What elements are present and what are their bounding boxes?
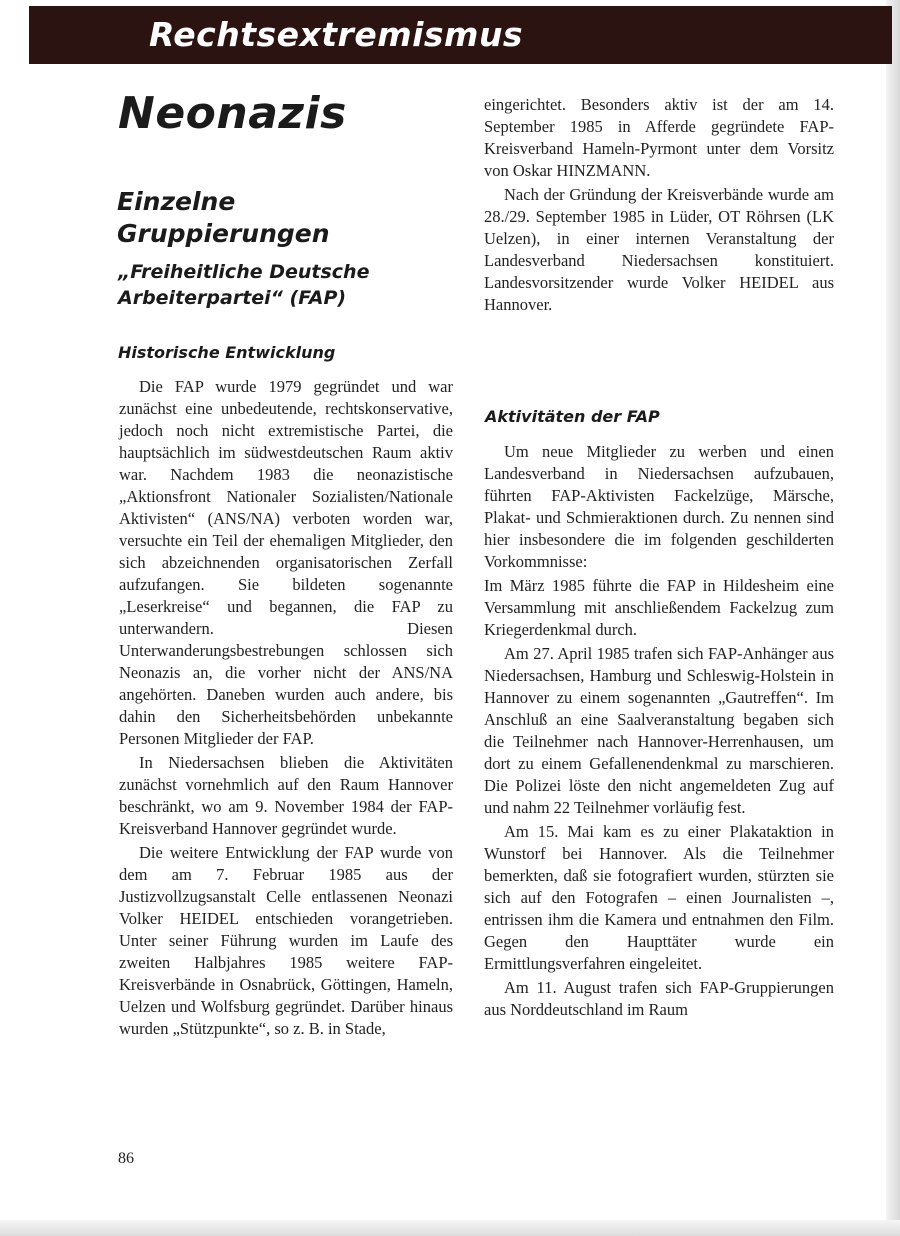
right-text-column-top [484, 94, 834, 316]
sub-heading-line: Gruppierungen [117, 219, 330, 248]
chapter-title: Rechtsextremismus [149, 15, 524, 54]
sub-heading-line: Einzelne [117, 187, 236, 216]
party-heading-line: Arbeiterpartei“ (FAP) [118, 287, 347, 309]
paragraph: Die weitere Entwicklung der FAP wurde von dem am 7. Februar 1985 aus der Justizvollzugsanstalt Celle entlassenen Neonazi Volker HEIDEL entschieden vorangetrieben. Unter seiner Führung wurden im Laufe des zweiten Halbjahres 1985 weitere FAP-Kreisverbände in Osnabrück, Göttingen, Hameln, Uelzen und Wolfsburg gegründet. Darüber hinaus wurden „Stützpunkte“, so z. B. in Stade, [119, 843, 453, 1038]
section-heading-activities: Aktivitäten der FAP [485, 407, 660, 426]
section-heading-historical: Historische Entwicklung [118, 343, 336, 362]
party-heading [118, 259, 369, 311]
page-number: 86 [118, 1150, 134, 1167]
paragraph: Am 11. August trafen sich FAP-Gruppierungen aus Norddeutschland im Raum [484, 978, 834, 1019]
paragraph: eingerichtet. Besonders aktiv ist der am 14. September 1985 in Afferde gegründete FAP-Kreisverband Hameln-Pyrmont unter dem Vorsitz von Oskar HINZMANN. [484, 95, 834, 180]
party-heading-line: „Freiheitliche Deutsche [118, 261, 370, 283]
chapter-header-bar [29, 6, 892, 64]
paragraph: Die FAP wurde 1979 gegründet und war zunächst eine unbedeutende, rechtskonservative, jedoch noch nicht extremistische Partei, die hauptsächlich im südwestdeutschen Raum aktiv war. Nachdem 1983 die neonazistische „Aktionsfront Nationaler Sozialisten/Nationale Aktivisten“ (ANS/NA) verboten worden war, versuchte ein Teil der ehemaligen Mitglieder, den sich abzeichnenden organisatorischen Zerfall aufzufangen. Sie bildeten sogenannte „Leserkreise“ und begannen, die FAP zu unterwandern. Diesen Unterwanderungsbestrebungen schlossen sich Neonazis an, die vorher nicht der ANS/NA angehörten. Daneben wurden auch andere, bis dahin den Sicherheitsbehörden unbekannte Personen Mitglieder der FAP. [119, 377, 453, 748]
left-text-column [119, 376, 453, 1040]
paragraph: Am 27. April 1985 trafen sich FAP-Anhänger aus Niedersachsen, Hamburg und Schleswig-Holstein in Hannover zu einem sogenannten „Gautreffen“. Im Anschluß an eine Saalveranstaltung begaben sich die Teilnehmer nach Hannover-Herrenhausen, um dort zu einem Gefallenendenkmal zu marschieren. Die Polizei löste den nicht angemeldeten Zug auf und nahm 22 Teilnehmer vorläufig fest. [484, 644, 834, 817]
main-heading: Neonazis [118, 88, 347, 139]
paragraph: Um neue Mitglieder zu werben und einen Landesverband in Niedersachsen aufzubauen, führten FAP-Aktivisten Fackelzüge, Märsche, Plakat- und Schmieraktionen durch. Zu nennen sind hier insbesondere die im folgenden geschilderten Vorkommnisse: [484, 442, 834, 571]
paragraph: Nach der Gründung der Kreisverbände wurde am 28./29. September 1985 in Lüder, OT Röhrsen (LK Uelzen), in einer internen Veranstaltung der Landesverband Niedersachsen konstituiert. Landesvorsitzender wurde Volker HEIDEL aus Hannover. [484, 185, 834, 314]
paragraph: Am 15. Mai kam es zu einer Plakataktion in Wunstorf bei Hannover. Als die Teilnehmer bemerkten, daß sie fotografiert wurden, stürzten sie sich auf den Fotografen – einen Journalisten –, entrissen ihm die Kamera und entnahmen den Film. Gegen den Haupttäter wurde ein Ermittlungsverfahren eingeleitet. [484, 822, 834, 973]
sub-heading [117, 186, 330, 250]
paragraph: Im März 1985 führte die FAP in Hildesheim eine Versammlung mit anschließendem Fackelzug zum Kriegerdenkmal durch. [484, 576, 834, 639]
paragraph: In Niedersachsen blieben die Aktivitäten zunächst vornehmlich auf den Raum Hannover beschränkt, wo am 9. November 1984 der FAP-Kreisverband Hannover gegründet wurde. [119, 753, 453, 838]
page-edge-shadow [886, 0, 900, 1236]
page-bottom-shadow [0, 1220, 900, 1236]
right-text-column-bottom [484, 441, 834, 1021]
